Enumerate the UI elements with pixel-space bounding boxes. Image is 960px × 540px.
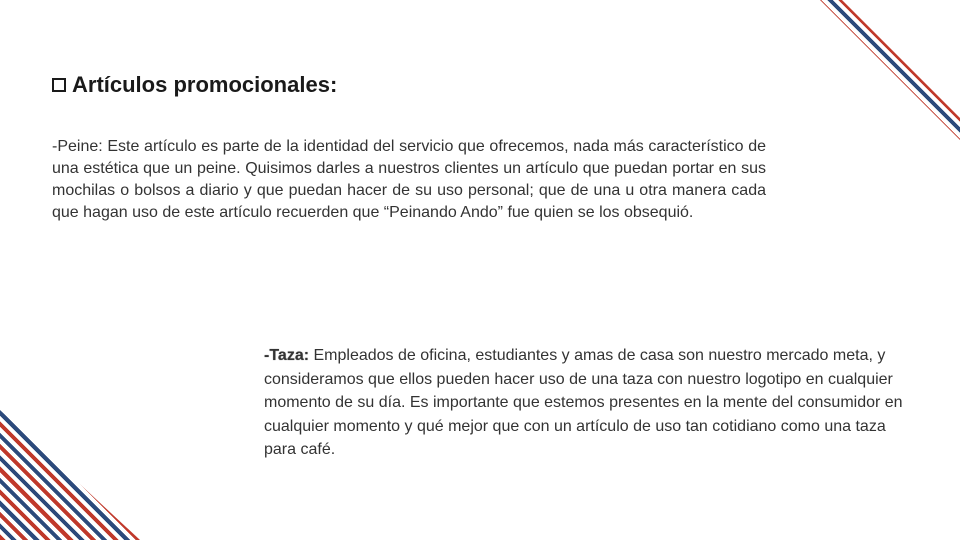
peine-paragraph	[52, 136, 766, 224]
checkbox-square-icon	[52, 78, 66, 92]
taza-text: Empleados de oficina, estudiantes y amas de casa son nuestro mercado meta, y consideramos que ellos pueden hacer uso de una taza con nuestro logotipo en cualquier momento de su día. Es importante que estemos presentes en la mente del consumidor en cualquier momento y qué mejor que con un artículo de uso tan cotidiano como una taza para café.	[264, 347, 903, 458]
slide-title	[52, 72, 337, 98]
bottom-left-corner-mask	[0, 410, 140, 540]
slide-title-text: Artículos promocionales:	[72, 72, 338, 97]
taza-paragraph	[264, 344, 910, 462]
top-right-corner-mask	[820, 0, 960, 140]
taza-label: -Taza:	[264, 347, 310, 364]
peine-text: Este artículo es parte de la identidad del servicio que ofrecemos, nada más característico de una estética que un peine. Quisimos darles a nuestros clientes un artículo que puedan portar en sus mochilas o bolsos a diario y que puedan hacer de su uso personal; que de una u otra manera cada que hagan uso de este artículo recuerden que “Peinando Ando” fue quien se los obsequió.	[52, 138, 766, 221]
peine-label: -Peine:	[52, 138, 103, 155]
